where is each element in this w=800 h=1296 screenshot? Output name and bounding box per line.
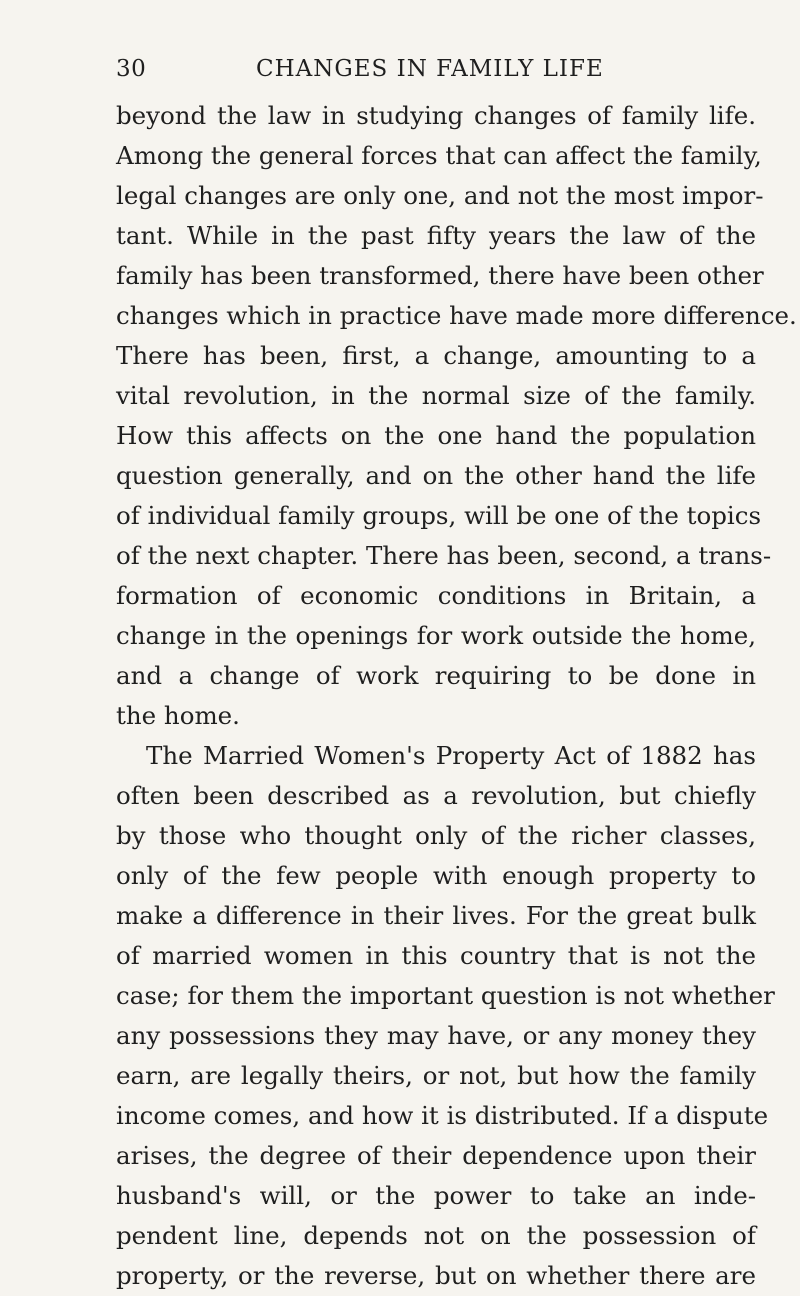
text-line: earn, are legally theirs, or not, but how the family	[116, 1061, 756, 1090]
text-line: vital revolution, in the normal size of the family.	[116, 381, 756, 410]
text-line: and a change of work requiring to be done in	[116, 661, 756, 690]
text-line: tant. While in the past fifty years the law of the	[116, 221, 756, 250]
text-line: only of the few people with enough property to	[116, 861, 756, 890]
text-line: How this affects on the one hand the population	[116, 421, 756, 450]
text-line: pendent line, depends not on the possession of	[116, 1221, 756, 1250]
text-line: any possessions they may have, or any money they	[116, 1021, 756, 1050]
text-line: the home.	[116, 701, 240, 730]
text-line: by those who thought only of the richer classes,	[116, 821, 756, 850]
text-line: of married women in this country that is not the	[116, 941, 756, 970]
text-line: of individual family groups, will be one of the topics	[116, 501, 762, 530]
text-line: beyond the law in studying changes of family life.	[116, 101, 756, 130]
text-line: The Married Women's Property Act of 1882 has	[146, 741, 756, 770]
text-line: property, or the reverse, but on whether there are	[116, 1261, 756, 1290]
text-line: make a difference in their lives. For the great bulk	[116, 901, 756, 930]
paragraph-2	[116, 736, 775, 1296]
text-line: family has been transformed, there have been other	[116, 261, 764, 290]
text-line: change in the openings for work outside the home,	[116, 621, 756, 650]
text-line: often been described as a revolution, but chiefly	[116, 781, 756, 810]
text-line: of the next chapter. There has been, second, a trans-	[116, 541, 772, 570]
text-line: question generally, and on the other hand the life	[116, 461, 756, 490]
text-line: arises, the degree of their dependence upon their	[116, 1141, 756, 1170]
body-text	[116, 96, 797, 1296]
paragraph-1	[116, 96, 797, 736]
text-line: Among the general forces that can affect the family,	[116, 141, 762, 170]
running-title: CHANGES IN FAMILY LIFE	[256, 56, 604, 82]
text-line: husband's will, or the power to take an inde-	[116, 1181, 756, 1210]
text-line: There has been, first, a change, amounting to a	[116, 341, 756, 370]
page-number: 30	[116, 56, 147, 82]
running-head	[116, 56, 756, 96]
text-line: case; for them the important question is not whether	[116, 981, 775, 1010]
text-line: changes which in practice have made more difference.	[116, 301, 797, 330]
text-line: income comes, and how it is distributed. If a dispute	[116, 1101, 769, 1130]
text-line: legal changes are only one, and not the most impor-	[116, 181, 764, 210]
book-page	[116, 56, 797, 1296]
text-line: formation of economic conditions in Britain, a	[116, 581, 756, 610]
